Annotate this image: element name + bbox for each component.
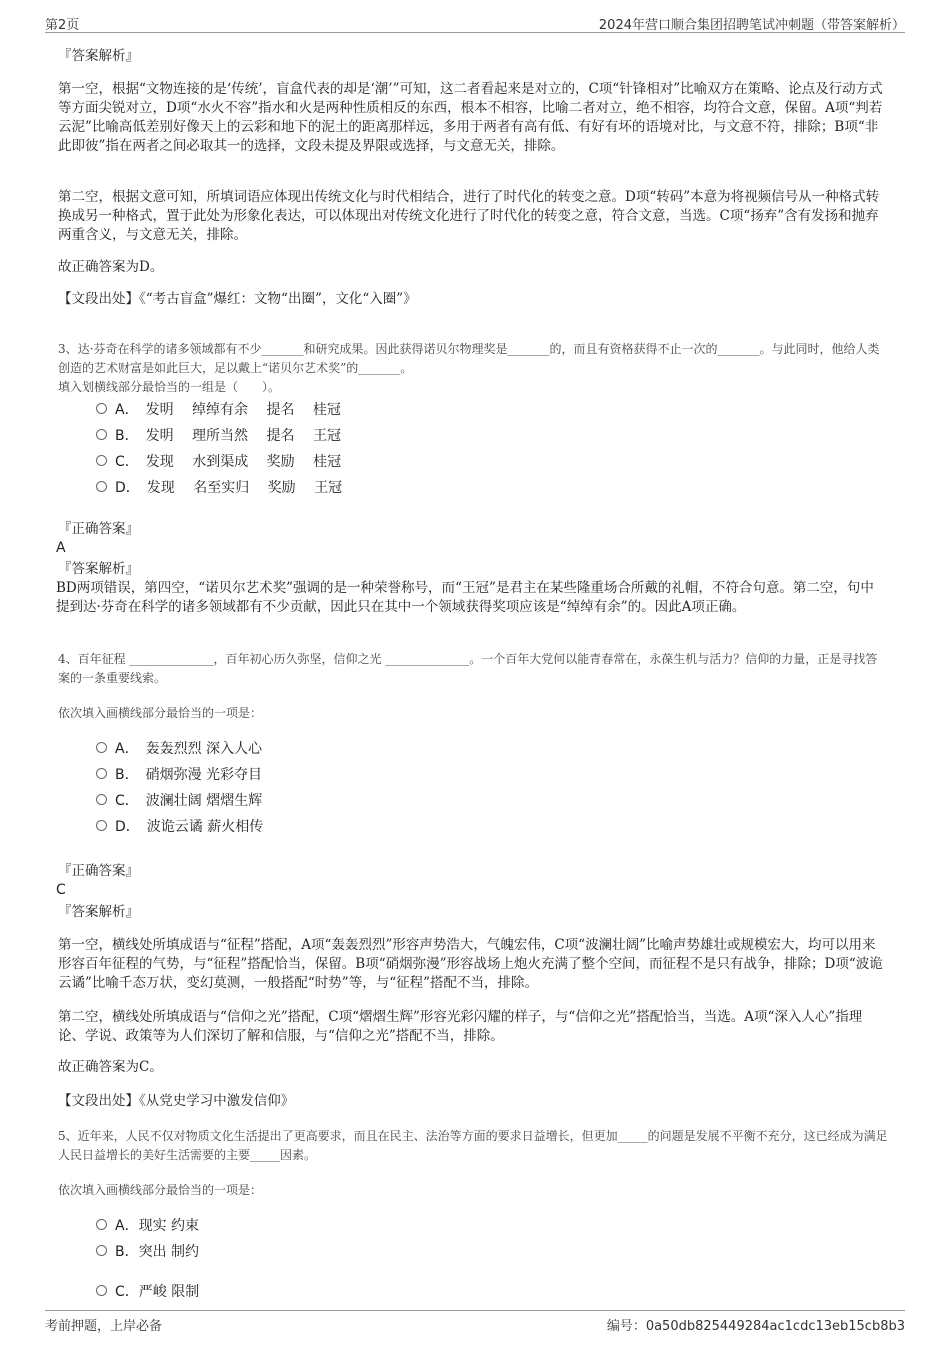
q5-prompt: 依次填入画横线部分最恰当的一项是： bbox=[58, 1183, 263, 1197]
q3-option-b[interactable]: B． 发明 理所当然 提名 王冠 bbox=[96, 426, 341, 446]
q2-source: 【文段出处】《“考古盲盒”爆红：文物“出圈”，文化“入圈”》 bbox=[58, 291, 417, 307]
radio-icon[interactable] bbox=[96, 794, 107, 805]
q3-analysis: BD两项错误，第四空，“诺贝尔艺术奖”强调的是一种荣誉称号，而“王冠”是君主在某些隆重场合所戴的礼帽，不符合句意。第二空，句中提到达·芬奇在科学的诸多领域都有不少贡献，因此只在其中一个领域获得奖项应该是“绰绰有余”的。因此A项正确。 bbox=[56, 580, 874, 615]
radio-icon[interactable] bbox=[96, 481, 107, 492]
q5-stem: 5、近年来，人民不仅对物质文化生活提出了更高要求，而且在民主、法治等方面的要求日益增长，但更加_____的问题是发展不平衡不充分，这已经成为满足人民日益增长的美好生活需要的主要_____因素。 bbox=[58, 1129, 888, 1162]
q2-analysis-p1: 第一空，根据“文物连接的是‘传统’，盲盒代表的却是‘潮’”可知，这二者看起来是对立的，C项“针锋相对”比喻双方在策略、论点及行动方式等方面尖锐对立，D项“水火不容”指水和火是两种性质相反的东西，根本不相容，比喻二者对立，绝不相容，均符合文意，保留。A项“判若云泥”比喻高低差别好像天上的云彩和地下的泥土的距离那样远，多用于两者有高有低、有好有坏的语境对比，与文意不符，排除；B项“非此即彼”指在两者之间必取其一的选择，文段未提及界限或选择，与文意无关，排除。 bbox=[58, 81, 883, 154]
q5-option-a[interactable]: A．现实 约束 bbox=[96, 1216, 199, 1236]
footer-serial: 编号：0a50db825449284ac1cdc13eb15cb8b3 bbox=[606, 1319, 905, 1334]
radio-icon[interactable] bbox=[96, 1219, 107, 1230]
page-number: 第2页 bbox=[45, 18, 80, 33]
q3-option-c[interactable]: C． 发现 水到渠成 奖励 桂冠 bbox=[96, 452, 341, 472]
radio-icon[interactable] bbox=[96, 403, 107, 414]
q4-conclusion: 故正确答案为C。 bbox=[58, 1059, 163, 1075]
q4-option-c[interactable]: C． 波澜壮阔 熠熠生辉 bbox=[96, 791, 262, 811]
q4-analysis-p1: 第一空，横线处所填成语与“征程”搭配，A项“轰轰烈烈”形容声势浩大，气魄宏伟，C项“波澜壮阔”比喻声势雄壮或规模宏大，均可以用来形容百年征程的气势，与“征程”搭配恰当，保留。B项“硝烟弥漫”形容战场上炮火充满了整个空间，而征程不是只有战争，排除；D项“波诡云谲”比喻千态万状，变幻莫测，一般搭配“时势”等，与“征程”搭配不当，排除。 bbox=[58, 937, 883, 991]
page-footer bbox=[45, 1310, 905, 1333]
q3-option-d[interactable]: D． 发现 名至实归 奖励 王冠 bbox=[96, 478, 342, 498]
q2-analysis-p2: 第二空，根据文意可知，所填词语应体现出传统文化与时代相结合，进行了时代化的转变之意。D项“转码”本意为将视频信号从一种格式转换成另一种格式，置于此处为形象化表达，可以体现出对传统文化进行了时代化的转变之意，符合文意，当选。C项“扬弃”含有发扬和抛弃两重含义，与文意无关，排除。 bbox=[58, 189, 880, 243]
radio-icon[interactable] bbox=[96, 455, 107, 466]
q4-source: 【文段出处】《从党史学习中激发信仰》 bbox=[58, 1093, 295, 1109]
q3-prompt: 填入划横线部分最恰当的一组是（ ）。 bbox=[58, 380, 281, 394]
q3-option-a[interactable]: A． 发明 绰绰有余 提名 桂冠 bbox=[96, 400, 341, 420]
radio-icon[interactable] bbox=[96, 820, 107, 831]
page-header bbox=[45, 12, 905, 33]
q3-analysis-label: 『答案解析』 bbox=[58, 561, 139, 577]
q5-option-b[interactable]: B．突出 制约 bbox=[96, 1242, 199, 1262]
q4-option-b[interactable]: B． 硝烟弥漫 光彩夺目 bbox=[96, 765, 262, 785]
q4-answer: C bbox=[56, 882, 66, 898]
q4-stem: 4、百年征程 ______________，百年初心历久弥坚，信仰之光 ______________。一个百年大党何以能青春常在，永葆生机与活力？信仰的力量，正是寻找答案的一条重要线索。 bbox=[58, 652, 878, 685]
q3-answer-label: 『正确答案』 bbox=[58, 521, 139, 537]
footer-slogan: 考前押题，上岸必备 bbox=[45, 1319, 163, 1334]
q3-answer: A bbox=[56, 540, 66, 556]
q5-option-c[interactable]: C．严峻 限制 bbox=[96, 1282, 199, 1302]
q2-conclusion: 故正确答案为D。 bbox=[58, 259, 164, 275]
q3-stem: 3、达·芬奇在科学的诸多领域都有不少_______和研究成果。因此获得诺贝尔物理奖是_______的，而且有资格获得不止一次的_______。与此同时，他给人类创造的艺术财富是如此巨大，足以戴上“诺贝尔艺术奖”的_______。 bbox=[58, 342, 880, 375]
q2-analysis-label: 『答案解析』 bbox=[58, 48, 139, 64]
q4-answer-label: 『正确答案』 bbox=[58, 863, 139, 879]
q4-analysis-label: 『答案解析』 bbox=[58, 904, 139, 920]
q4-prompt: 依次填入画横线部分最恰当的一项是： bbox=[58, 706, 263, 720]
q4-analysis-p2: 第二空，横线处所填成语与“信仰之光”搭配，C项“熠熠生辉”形容光彩闪耀的样子，与“信仰之光”搭配恰当，当选。A项“深入人心”指理论、学说、政策等为人们深切了解和信服，与“信仰之光”搭配不当，排除。 bbox=[58, 1009, 863, 1044]
radio-icon[interactable] bbox=[96, 1245, 107, 1256]
q4-option-a[interactable]: A． 轰轰烈烈 深入人心 bbox=[96, 739, 262, 759]
radio-icon[interactable] bbox=[96, 742, 107, 753]
radio-icon[interactable] bbox=[96, 1285, 107, 1296]
radio-icon[interactable] bbox=[96, 768, 107, 779]
q4-option-d[interactable]: D． 波诡云谲 薪火相传 bbox=[96, 817, 263, 837]
radio-icon[interactable] bbox=[96, 429, 107, 440]
document-title: 2024年营口顺合集团招聘笔试冲刺题（带答案解析） bbox=[598, 18, 905, 33]
